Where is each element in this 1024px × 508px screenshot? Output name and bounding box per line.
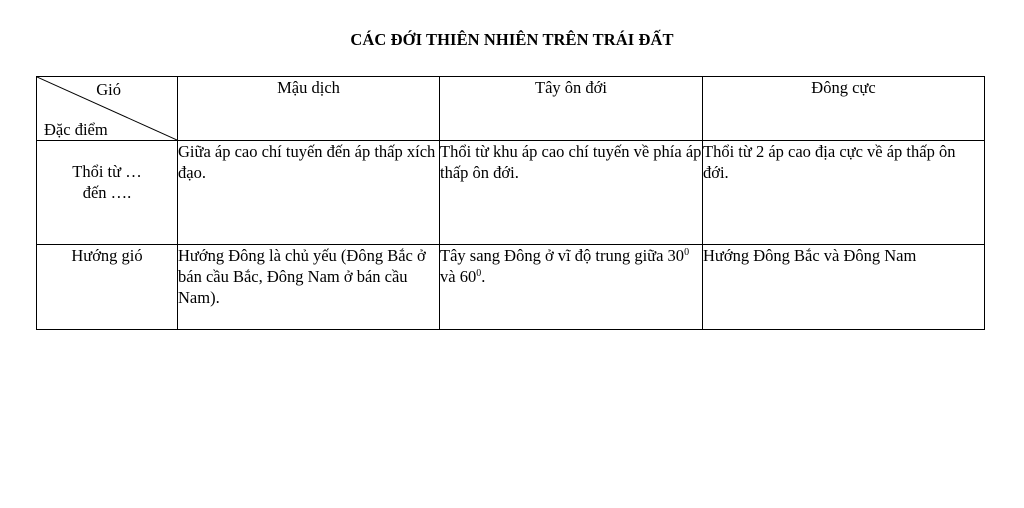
cell-polar-easterlies-origin: Thổi từ 2 áp cao địa cực về áp thấp ôn đới.: [703, 141, 985, 245]
cell-westerlies-direction: [440, 245, 703, 330]
document-title: CÁC ĐỚI THIÊN NHIÊN TRÊN TRÁI ĐẤT: [350, 30, 674, 49]
column-header-westerlies: Tây ôn đới: [440, 77, 703, 141]
table-header-row: [37, 77, 985, 141]
degree-superscript: 0: [684, 247, 690, 258]
row-header-line: đến ….: [82, 183, 132, 202]
wind-zones-table: [36, 76, 985, 330]
row-header-wind-direction: Hướng gió: [37, 245, 178, 330]
cell-text: Tây sang Đông ở vĩ độ trung giữa 30: [440, 246, 685, 265]
cell-text: và 60: [440, 267, 477, 286]
corner-label-features: Đặc điểm: [44, 120, 108, 139]
cell-trade-winds-direction: Hướng Đông là chủ yếu (Đông Bắc ở bán cầu Bắc, Đông Nam ở bán cầu Nam).: [178, 245, 440, 330]
cell-text: .: [481, 267, 486, 286]
corner-label-wind: Gió: [96, 80, 121, 99]
row-header-blows-from-to: [37, 141, 178, 245]
column-header-trade-winds: Mậu dịch: [178, 77, 440, 141]
row-header-line: Thổi từ …: [72, 162, 142, 181]
cell-westerlies-origin: Thổi từ khu áp cao chí tuyến về phía áp thấp ôn đới.: [440, 141, 703, 245]
column-header-polar-easterlies: Đông cực: [703, 77, 985, 141]
cell-polar-easterlies-direction: Hướng Đông Bắc và Đông Nam: [703, 245, 985, 330]
table-row: [37, 245, 985, 330]
cell-trade-winds-origin: Giữa áp cao chí tuyến đến áp thấp xích đạo.: [178, 141, 440, 245]
table-row: [37, 141, 985, 245]
degree-superscript: 0: [476, 268, 482, 279]
corner-cell: [37, 77, 178, 141]
